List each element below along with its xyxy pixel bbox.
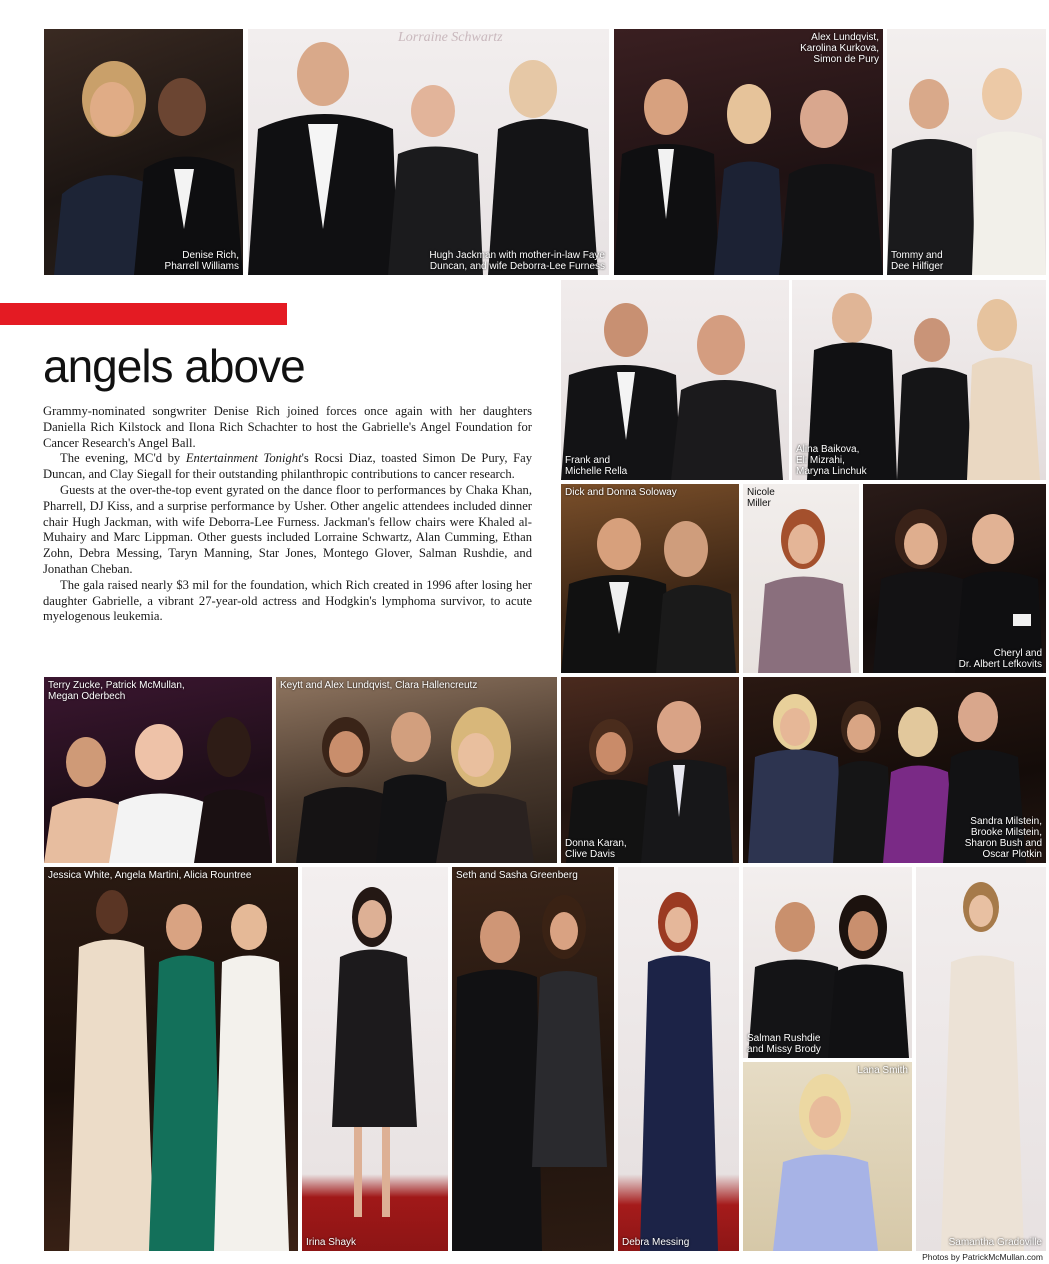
photo-cheryl-albert-lefkovits <box>863 484 1046 673</box>
photo-figures <box>916 867 1046 1251</box>
photo-caption: Samantha Gradoville <box>948 1237 1042 1248</box>
photo-lundqvist-kurkova-depury <box>614 29 883 275</box>
photo-caption: Alina Baikova, Eli Mizrahi, Maryna Linchuk <box>796 444 867 477</box>
photo-figures <box>248 29 609 275</box>
page-title: angels above <box>43 340 305 392</box>
article-paragraph: The evening, MC'd by Entertainment Tonight's Rocsi Diaz, toasted Simon De Pury, Fay Duncan, and Clay Siegall for their outstanding philanthropic contributions to cancer research. <box>43 451 532 482</box>
photo-figures <box>614 29 883 275</box>
photo-caption: Sandra Milstein, Brooke Milstein, Sharon Bush and Oscar Plotkin <box>964 816 1042 860</box>
photo-caption: Frank and Michelle Rella <box>565 455 628 477</box>
photo-caption: Alex Lundqvist, Karolina Kurkova, Simon de Pury <box>800 32 879 65</box>
photo-caption: Cheryl and Dr. Albert Lefkovits <box>958 648 1042 670</box>
photo-figures <box>561 484 739 673</box>
photo-caption: Tommy and Dee Hilfiger <box>891 250 944 272</box>
article-body <box>43 404 532 625</box>
photo-figures <box>44 677 272 863</box>
photo-caption: Salman Rushdie and Missy Brody <box>747 1033 821 1055</box>
photo-frank-michelle-rella <box>561 280 789 480</box>
photo-caption: Dick and Donna Soloway <box>565 487 677 498</box>
photo-caption: Keytt and Alex Lundqvist, Clara Hallencreutz <box>280 680 478 691</box>
photo-samantha-gradoville <box>916 867 1046 1251</box>
photo-caption: Irina Shayk <box>306 1237 357 1248</box>
article-paragraph: Grammy-nominated songwriter Denise Rich joined forces once again with her daughters Daniella Rich Kilstock and Ilona Rich Schachter to host the Gabrielle's Angel Foundation for Cancer Research's Angel Ball. <box>43 404 532 450</box>
photo-denise-rich-pharrell <box>44 29 243 275</box>
photo-figures <box>743 867 912 1058</box>
photo-zucke-mcmullan-oderbech <box>44 677 272 863</box>
photo-figures <box>561 677 739 863</box>
photo-caption: Seth and Sasha Greenberg <box>456 870 578 881</box>
photo-debra-messing <box>618 867 739 1251</box>
photo-figures <box>887 29 1046 275</box>
photo-caption: Denise Rich, Pharrell Williams <box>164 250 239 272</box>
photo-caption: Lana Smith <box>857 1065 908 1076</box>
photo-hugh-jackman-family <box>248 29 609 275</box>
accent-bar <box>0 303 287 325</box>
photo-donna-karan-clive-davis <box>561 677 739 863</box>
photo-caption: Debra Messing <box>622 1237 690 1248</box>
photo-dick-donna-soloway <box>561 484 739 673</box>
photo-figures <box>561 280 789 480</box>
photo-caption: Hugh Jackman with mother-in-law Faye Duncan, and wife Deborra-Lee Furness <box>429 250 605 272</box>
photo-caption: Nicole Miller <box>747 487 775 509</box>
photo-milstein-bush-plotkin <box>743 677 1046 863</box>
photo-figures <box>863 484 1046 673</box>
photo-tommy-dee-hilfiger <box>887 29 1046 275</box>
photo-figures <box>618 867 739 1251</box>
photo-seth-sasha-greenberg <box>452 867 614 1251</box>
photo-caption: Donna Karan, Clive Davis <box>565 838 627 860</box>
photo-caption: Jessica White, Angela Martini, Alicia Rountree <box>48 870 252 881</box>
photo-credit: Photos by PatrickMcMullan.com <box>922 1252 1043 1262</box>
photo-keytt-alex-lundqvist-clara <box>276 677 557 863</box>
photo-baikova-mizrahi-linchuk <box>792 280 1046 480</box>
article-paragraph: The gala raised nearly $3 mil for the foundation, which Rich created in 1996 after losing her daughter Gabrielle, a vibrant 27-year-old actress and Hodgkin's lymphoma survivor, to acute myelogenous leukemia. <box>43 577 532 624</box>
photo-lana-smith <box>743 1062 912 1251</box>
photo-rushdie-brody <box>743 867 912 1058</box>
photo-white-martini-rountree <box>44 867 298 1251</box>
photo-figures <box>302 867 448 1251</box>
photo-figures <box>276 677 557 863</box>
photo-caption: Terry Zucke, Patrick McMullan, Megan Oderbech <box>48 680 185 702</box>
photo-nicole-miller <box>743 484 859 673</box>
photo-figures <box>743 1062 912 1251</box>
photo-figures <box>743 484 859 673</box>
article-paragraph: Guests at the over-the-top event gyrated on the dance floor to performances by Chaka Khan, Pharrell, DJ Kiss, and a surprise performance by Usher. Other angelic attendees included dinner chair Hugh Jackman, with wife Deborra-Lee Furness. Jackman's fellow chairs were Khaled al-Muhairy and Marc Lippman. Other guests included Lorraine Schwartz, Alan Cumming, Ethan Zohn, Debra Messing, Taryn Manning, Star Jones, Montego Glover, Salman Rushdie, and Jonathan Cheban. <box>43 482 532 576</box>
photo-figures <box>452 867 614 1251</box>
svg-text:Lorraine Schwartz: Lorraine Schwartz <box>398 30 503 45</box>
photo-figures <box>44 29 243 275</box>
photo-irina-shayk <box>302 867 448 1251</box>
photo-figures <box>44 867 298 1251</box>
